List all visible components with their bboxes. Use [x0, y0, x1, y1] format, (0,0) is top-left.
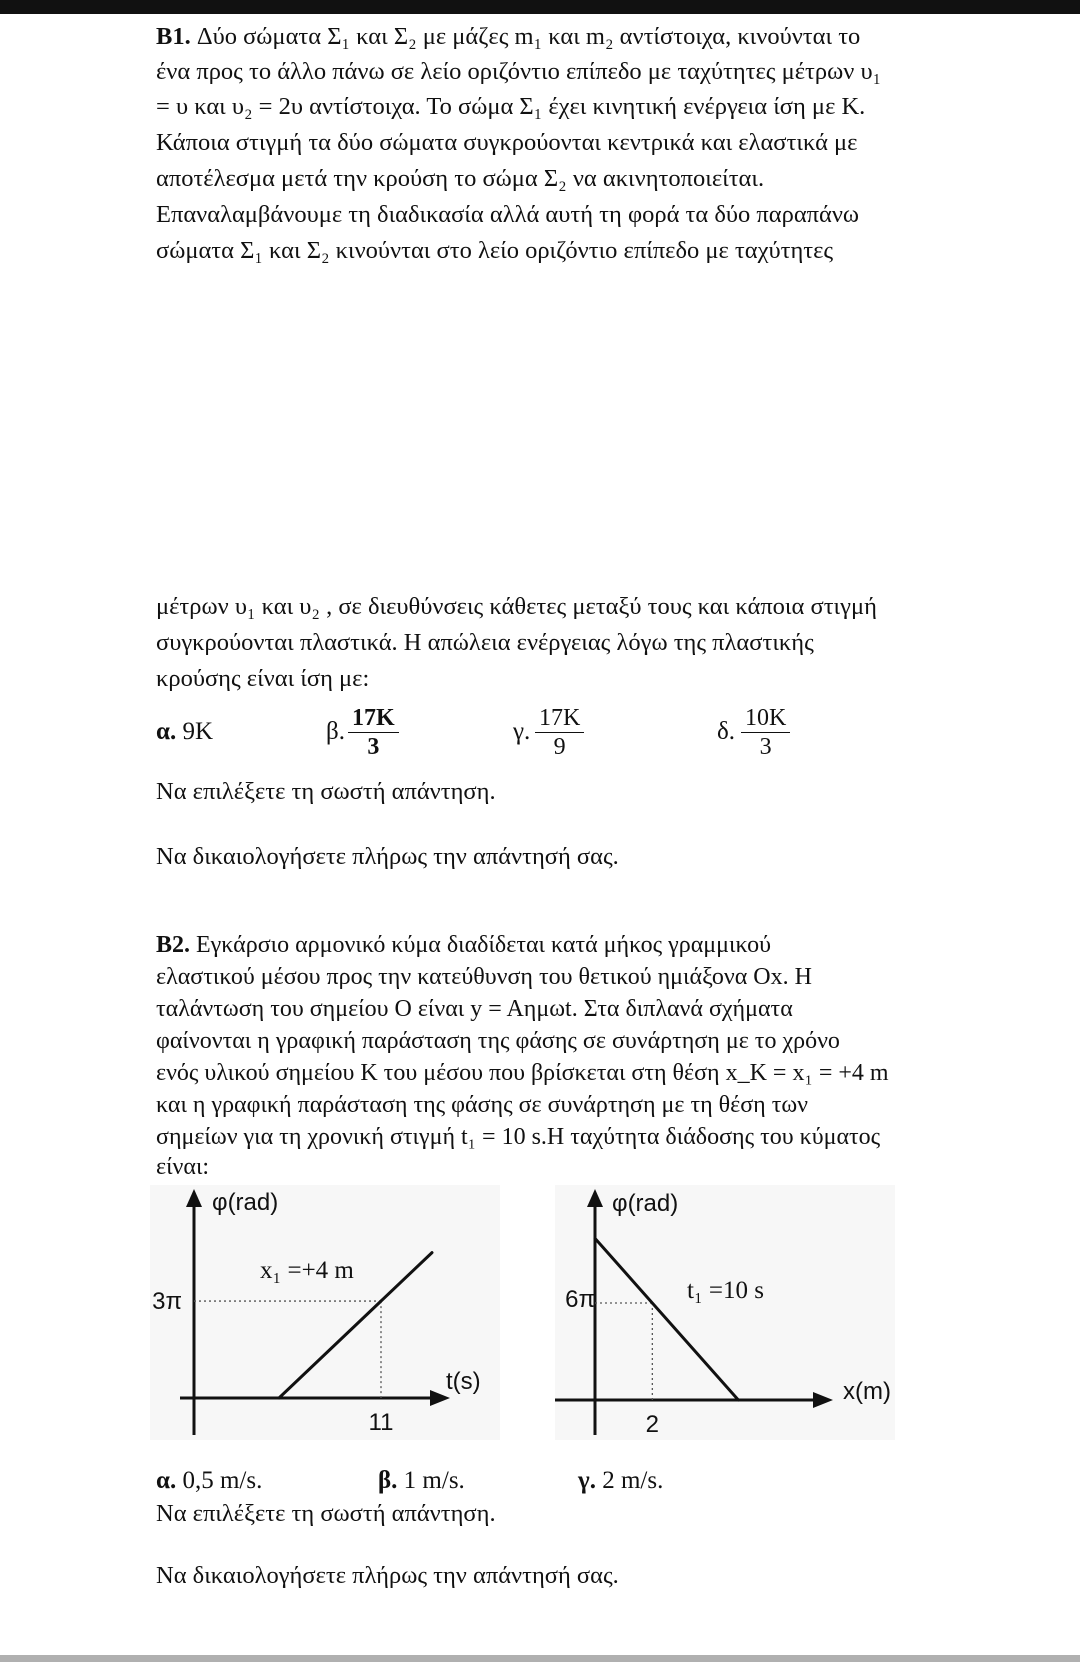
graph-background: [150, 1185, 500, 1440]
b2-line-5: ενός υλικού σημείου K του μέσου που βρίσκεται στη θέση x_K = x₁ = +4 m: [156, 1060, 889, 1086]
graph-annotation: t₁ =10 s: [687, 1277, 764, 1304]
x-axis-label: t(s): [446, 1368, 481, 1395]
x-tick-label: 11: [368, 1409, 394, 1436]
b2-line-6: και η γραφική παράσταση της φάσης σε συνάρτηση με τη θέση των: [156, 1092, 808, 1118]
b2-line-1-text: Εγκάρσιο αρμονικό κύμα διαδίδεται κατά μήκος γραμμικού: [190, 932, 771, 958]
b1-line-6: Επαναλαμβάνουμε τη διαδικασία αλλά αυτή τη φορά τα δύο παραπάνω: [156, 201, 860, 228]
b2-justify-instruction: Να δικαιολογήσετε πλήρως την απάντησή σας.: [156, 1562, 619, 1589]
b2-line-3: ταλάντωση του σημείου O είναι y = Aημωt. Στα διπλανά σχήματα: [156, 996, 793, 1022]
b1-choice-a-text: 9K: [176, 718, 214, 745]
b1-choice-b-numerator: 17K: [348, 704, 399, 733]
b2-line-1: [156, 930, 771, 962]
b1-choice-c-denominator: 9: [553, 734, 566, 760]
top-edge-bar: [0, 0, 1080, 14]
b1-choice-a-label: α.: [156, 718, 177, 745]
b1-line-8: μέτρων υ₁ και υ₂ , σε διευθύνσεις κάθετες μεταξύ τους και κάποια στιγμή: [156, 593, 877, 620]
x-axis-label: x(m): [843, 1378, 891, 1405]
b2-choice-c-text: 2 m/s.: [595, 1467, 664, 1494]
y-tick-label: 6π: [565, 1286, 595, 1313]
b2-choice-b-text: 1 m/s.: [397, 1467, 465, 1494]
b2-line-7: σημείων για τη χρονική στιγμή t₁ = 10 s.Η ταχύτητα διάδοσης του κύματος: [156, 1124, 881, 1150]
b1-line-3: = υ και υ₂ = 2υ αντίστοιχα. Το σώμα Σ₁ έχει κινητική ενέργεια ίση με K.: [156, 93, 866, 120]
b1-choice-b-denominator: 3: [367, 734, 380, 760]
b1-line-7: σώματα Σ₁ και Σ₂ κινούνται στο λείο οριζόντιο επίπεδο με ταχύτητες: [156, 237, 834, 264]
b1-choice-d-denominator: 3: [759, 734, 772, 760]
b2-select-instruction: Να επιλέξετε τη σωστή απάντηση.: [156, 1500, 496, 1527]
x-tick-label: 2: [645, 1411, 660, 1438]
b1-choice-b-fraction: [348, 704, 399, 761]
b2-choice-b-label: β.: [378, 1467, 398, 1494]
b1-line-9: συγκρούονται πλαστικά. Η απώλεια ενέργειας λόγω της πλαστικής: [156, 629, 814, 656]
b1-select-instruction: Να επιλέξετε τη σωστή απάντηση.: [156, 778, 496, 805]
b2-line-8: είναι:: [156, 1154, 210, 1180]
b2-label: B2.: [156, 932, 191, 958]
b1-line-4: Κάποια στιγμή τα δύο σώματα συγκρούονται κεντρικά και ελαστικά με: [156, 129, 858, 156]
y-axis-label: φ(rad): [612, 1190, 679, 1217]
b2-choice-a-label: α.: [156, 1467, 177, 1494]
b1-choice-c-numerator: 17K: [535, 704, 584, 733]
b2-choice-a-text: 0,5 m/s.: [176, 1467, 263, 1494]
phase-position-graph: [555, 1185, 895, 1440]
bottom-edge-bar: [0, 1655, 1080, 1662]
b2-choice-c-label: γ.: [578, 1467, 596, 1494]
y-axis-label: φ(rad): [212, 1189, 279, 1216]
b2-choice-c: [578, 1467, 663, 1495]
b1-choice-c-fraction: [535, 704, 584, 761]
b1-line-5: αποτέλεσμα μετά την κρούση το σώμα Σ₂ να ακινητοποιείται.: [156, 165, 765, 192]
b1-choice-b-label: β.: [326, 718, 345, 745]
b2-choice-a: [156, 1467, 262, 1495]
b1-choice-d-numerator: 10K: [741, 704, 790, 733]
b1-choice-d-label: δ.: [717, 718, 736, 745]
b1-line-10: κρούσης είναι ίση με:: [156, 665, 370, 692]
b1-line-1-text: Δύο σώματα Σ₁ και Σ₂ με μάζες m₁ και m₂ αντίστοιχα, κινούνται το: [190, 23, 861, 50]
phase-time-graph: [150, 1185, 500, 1440]
b1-line-2: ένα προς το άλλο πάνω σε λείο οριζόντιο επίπεδο με ταχύτητες μέτρων υ₁: [156, 58, 882, 85]
b1-label: B1.: [156, 23, 191, 50]
b1-line-1: [156, 18, 860, 56]
b1-choice-c-label: γ.: [513, 718, 531, 745]
b1-justify-instruction: Να δικαιολογήσετε πλήρως την απάντησή σας.: [156, 843, 619, 870]
b2-line-4: φαίνονται η γραφική παράσταση της φάσης σε συνάρτηση με το χρόνο: [156, 1028, 840, 1054]
b1-choice-a: [156, 718, 213, 746]
b2-line-2: ελαστικού μέσου προς την κατεύθυνση του θετικού ημιάξονα Ox. Η: [156, 964, 812, 990]
b1-choice-d-fraction: [741, 704, 790, 761]
b2-choice-b: [378, 1467, 465, 1495]
graph-annotation: x₁ =+4 m: [260, 1257, 354, 1284]
y-tick-label: 3π: [152, 1288, 182, 1316]
